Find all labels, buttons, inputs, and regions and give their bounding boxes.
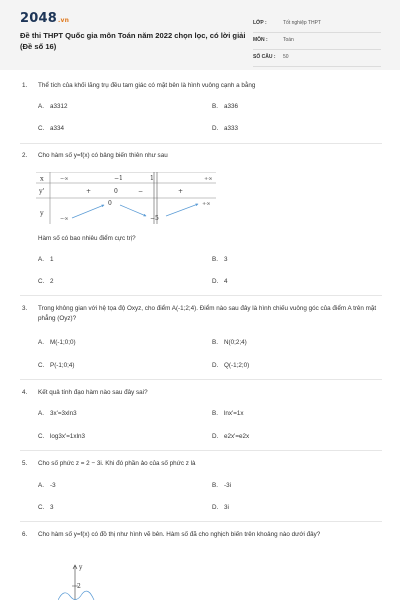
row-label-x: x — [40, 174, 44, 183]
option-4c[interactable]: C. log3x'=1xln3 — [38, 433, 85, 440]
option-5b[interactable]: B. -3i — [212, 482, 231, 489]
option-2d[interactable]: D. 4 — [212, 278, 228, 285]
sign: − — [138, 188, 144, 195]
divider — [20, 450, 382, 451]
function-graph — [58, 560, 108, 600]
y-value: −5 — [150, 215, 159, 222]
option-3a[interactable]: A. M(-1;0;0) — [38, 339, 76, 346]
option-4d[interactable]: D. e2x'=e2x — [212, 433, 250, 440]
option-3c[interactable]: C. P(-1;0;4) — [38, 362, 75, 369]
option-2c[interactable]: C. 2 — [38, 278, 54, 285]
option-2a[interactable]: A. 1 — [38, 256, 54, 263]
page-header — [0, 0, 400, 70]
row-label-dy: y' — [39, 187, 45, 195]
sign: + — [178, 188, 184, 195]
meta-count: SỐ CÂU : 50 — [253, 50, 381, 67]
x-value: −1 — [114, 175, 123, 182]
graph-y-label: y — [79, 564, 83, 571]
exam-title: Đề thi THPT Quốc gia môn Toán năm 2022 chọn lọc, có lời giải (Đề số 16) — [20, 31, 246, 51]
divider — [20, 379, 382, 380]
graph-tick-label: 2 — [77, 583, 81, 590]
option-3b[interactable]: B. N(0;2;4) — [212, 339, 247, 346]
option-2b[interactable]: B. 3 — [212, 256, 228, 263]
meta-subject: MÔN : Toán — [253, 33, 381, 50]
row-label-y: y — [40, 209, 44, 217]
option-5d[interactable]: D. 3i — [212, 504, 229, 511]
option-3d[interactable]: D. Q(-1;2;0) — [212, 362, 250, 369]
y-value: +∞ — [202, 201, 211, 207]
option-4b[interactable]: B. lnx'=1x — [212, 410, 244, 417]
y-value: 0 — [108, 200, 112, 207]
divider — [20, 521, 382, 522]
option-1a[interactable]: A. a3312 — [38, 103, 68, 110]
x-value: 1 — [150, 175, 154, 182]
option-1d[interactable]: D. a333 — [212, 125, 239, 132]
option-4a[interactable]: A. 3x'=3xln3 — [38, 410, 77, 417]
x-value: −∞ — [60, 176, 69, 182]
sign: + — [86, 188, 92, 195]
divider — [20, 143, 382, 144]
option-1b[interactable]: B. a336 — [212, 103, 239, 110]
sign: 0 — [114, 188, 118, 195]
exam-meta — [253, 16, 381, 67]
option-5a[interactable]: A. -3 — [38, 482, 56, 489]
y-value: −∞ — [60, 216, 69, 222]
option-1c[interactable]: C. a334 — [38, 125, 65, 132]
divider — [20, 295, 382, 296]
meta-grade: LỚP : Tốt nghiệp THPT — [253, 16, 381, 33]
x-value: +∞ — [204, 176, 213, 182]
variation-table — [36, 172, 216, 224]
option-5c[interactable]: C. 3 — [38, 504, 54, 511]
site-logo[interactable]: 2048.vn — [20, 11, 70, 26]
